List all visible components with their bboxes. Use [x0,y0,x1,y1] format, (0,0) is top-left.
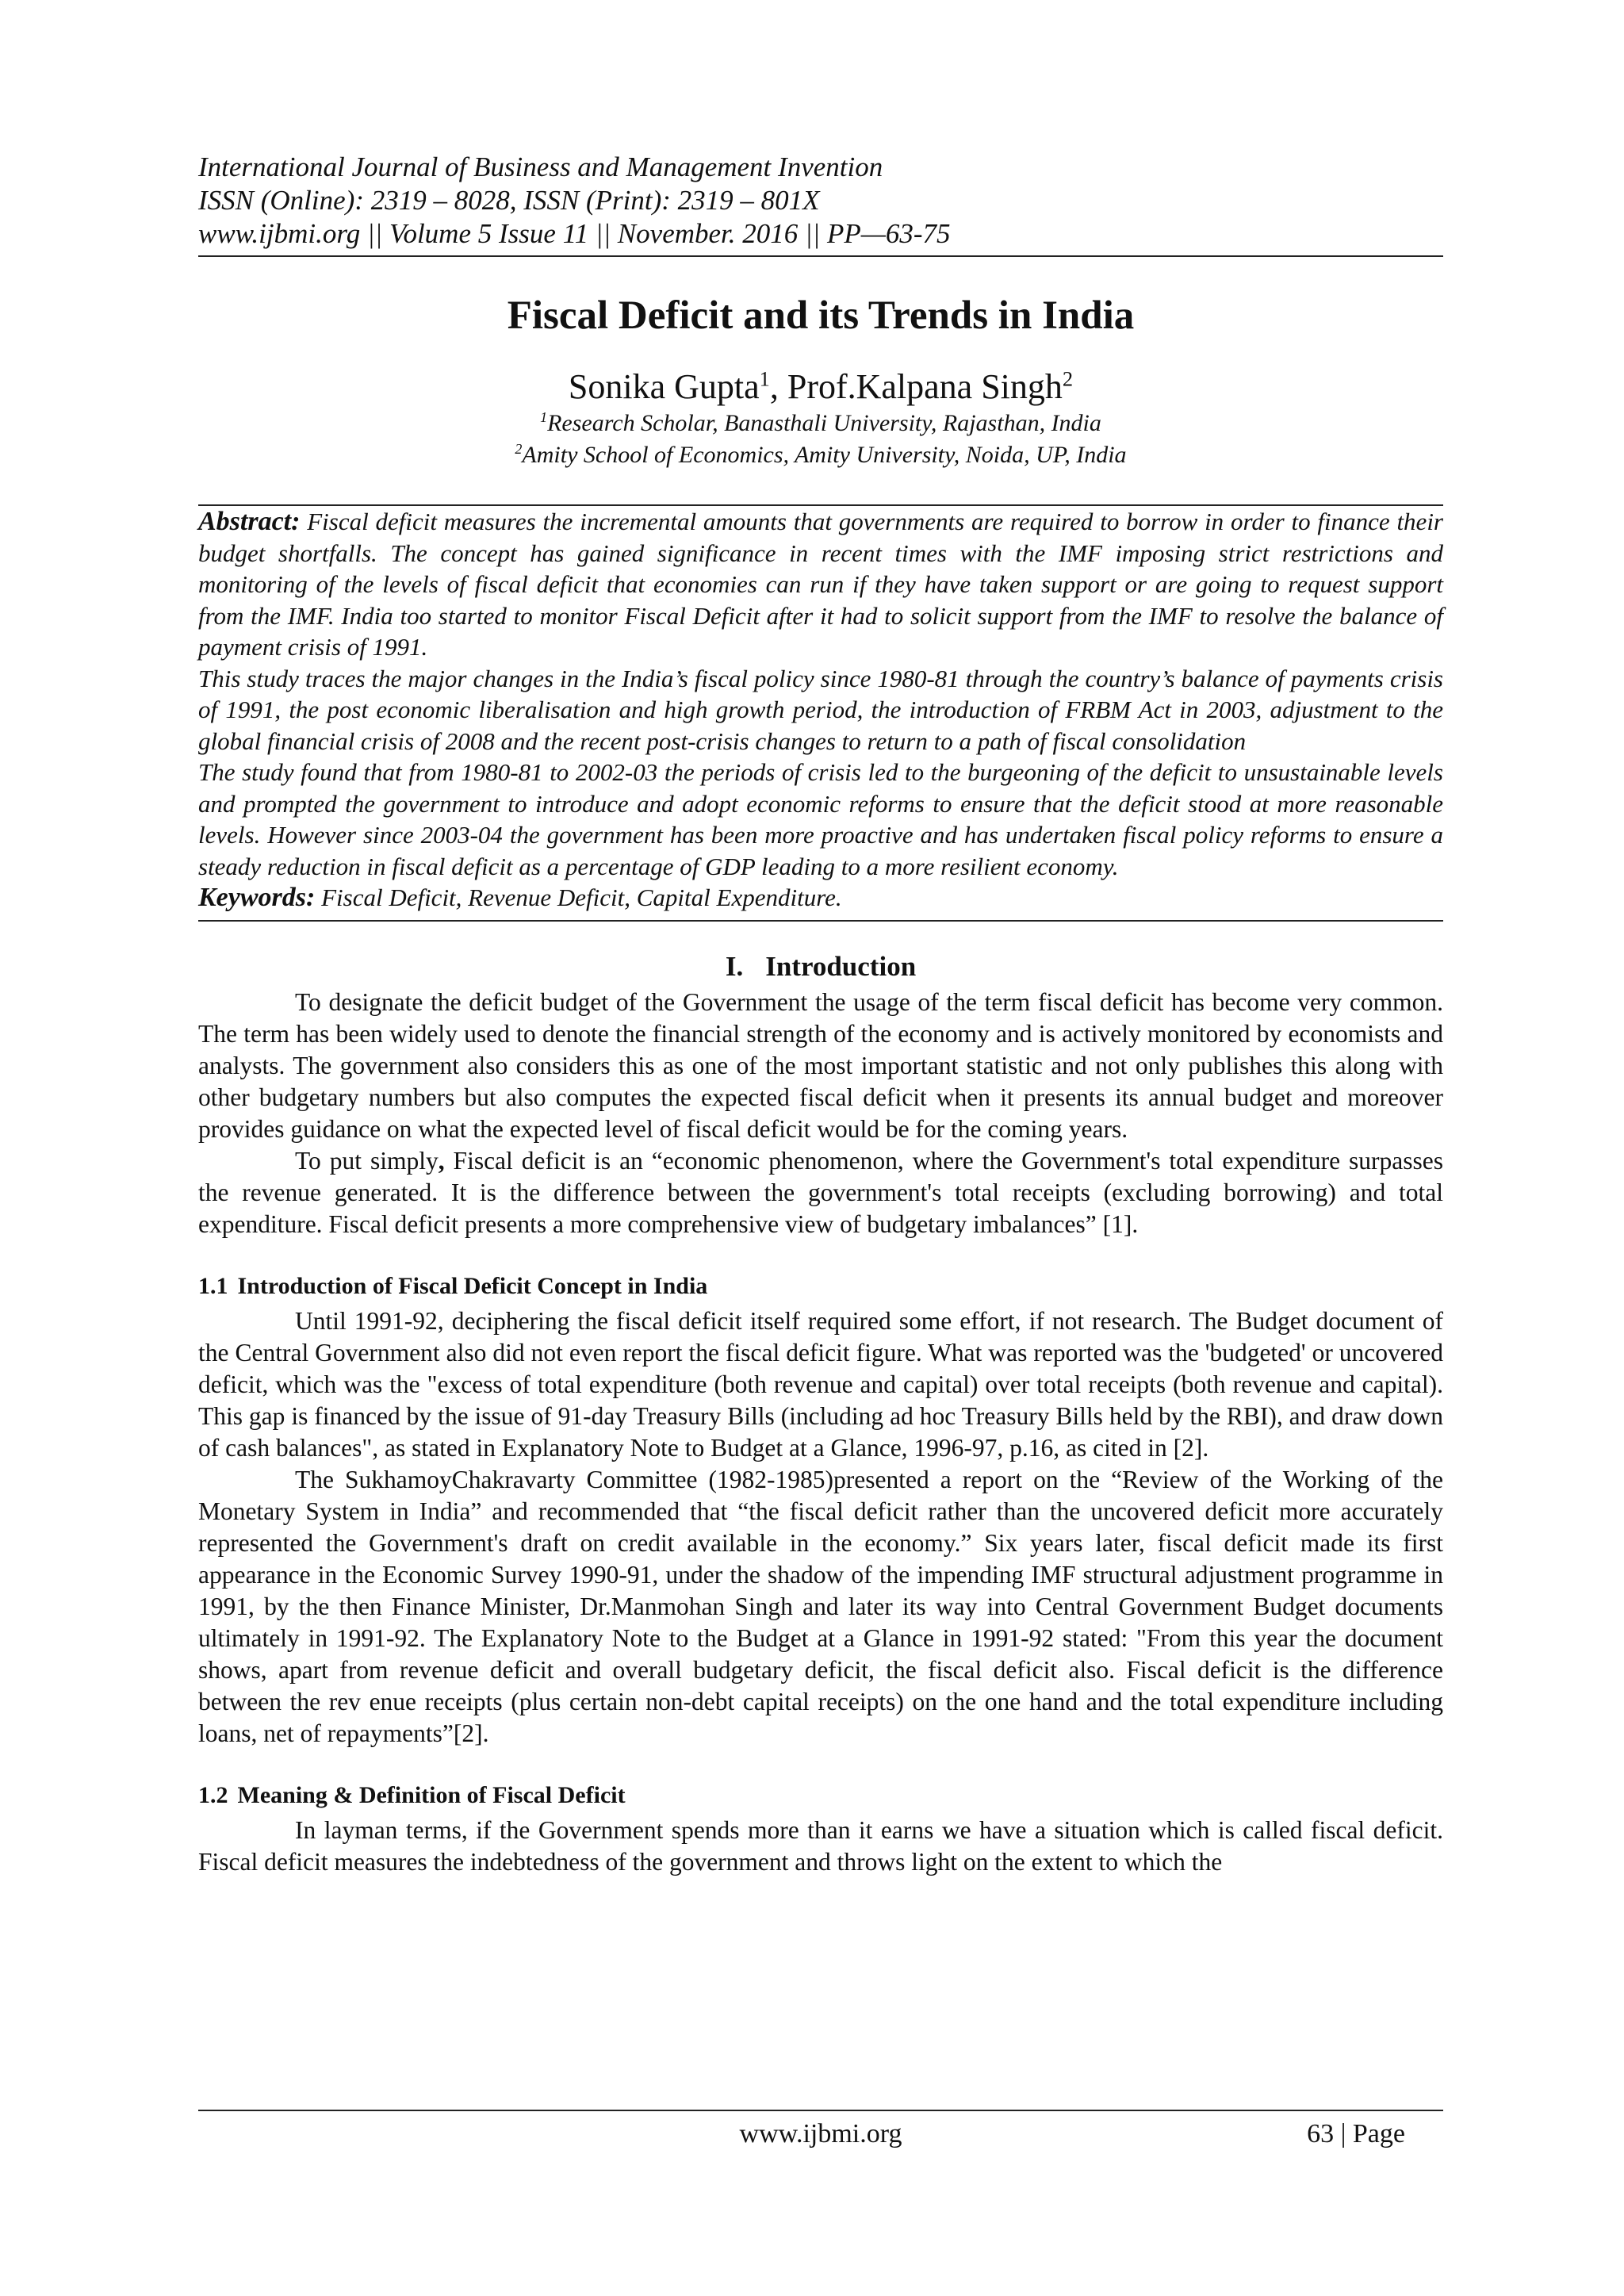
subsection-1-1-title: Introduction of Fiscal Deficit Concept in India [237,1273,708,1299]
subsection-1-2-heading [198,1780,1443,1811]
affiliation-1 [198,408,1443,439]
abstract-block [198,500,1443,922]
author-1: Sonika Gupta [568,367,760,406]
abstract-paragraph-2: This study traces the major changes in the India’s fiscal policy since 1980-81 through the country’s balance of payments crisis of 1991, the post economic liberalisation and high growth period, the introduction of FRBM Act in 2003, adjustment to the global financial crisis of 2008 and the recent post-crisis changes to return to a path of fiscal consolidation [198,664,1443,755]
journal-header [198,151,1443,251]
author-separator: , [769,367,787,406]
sub11-paragraph-1: Until 1991-92, deciphering the fiscal deficit itself required some effort, if not research. The Budget document of the Central Government also did not even report the fiscal deficit figure. What was reported was the 'budgeted' or uncovered deficit, which was the "excess of total expenditure (both revenue and capital) over total receipts (both revenue and capital). This gap is financed by the issue of 91-day Treasury Bills (including ad hoc Treasury Bills held by the RBI), and draw down of cash balances", as stated in Explanatory Note to Budget at a Glance, 1996-97, p.16, as cited in [2]. [198,1307,1443,1462]
abstract-paragraph-3: The study found that from 1980-81 to 2002-03 the periods of crisis led to the burgeoning of the deficit to unsustainable levels and prompted the government to introduce and adopt economic reforms to ensure that the deficit stood at more reasonable levels. However since 2003-04 the government has been more proactive and has undertaken fiscal policy reforms to ensure a steady reduction in fiscal deficit as a percentage of GDP leading to a more resilient economy. [198,758,1443,880]
keywords-line [198,882,1443,914]
author-line [198,366,1443,408]
abstract-bottom-rule [198,920,1443,922]
abstract-label: Abstract: [198,507,301,536]
affiliation-2-text: Amity School of Economics, Amity University, Noida, UP, India [522,442,1127,468]
page-footer [198,2110,1443,2159]
affiliation-2 [198,439,1443,471]
intro-paragraph-1: To designate the deficit budget of the Government the usage of the term fiscal deficit has become very common. The term has been widely used to denote the financial strength of the economy and is actively monitored by economists and analysts. The government also considers this as one of the most important statistic and not only publishes this along with other budgetary numbers but also computes the expected fiscal deficit when it presents its annual budget and moreover provides guidance on what the expected level of fiscal deficit would be for the coming years. [198,988,1443,1143]
sub12-paragraph-1: In layman terms, if the Government spends more than it earns we have a situation which is called fiscal deficit. Fiscal deficit measures the indebtedness of the government and throws light on the extent to which the [198,1816,1443,1876]
affiliation-1-text: Research Scholar, Banasthali University, Rajasthan, India [547,410,1101,436]
subsection-1-1-heading [198,1271,1443,1302]
sub11-paragraph-2: The SukhamoyChakravarty Committee (1982-1985)presented a report on the “Review of the Working of the Monetary System in India” and recommended that “the fiscal deficit rather than the uncovered deficit more accurately represented the Government's draft on credit available in the economy.” Six years later, fiscal deficit made its first appearance in the Economic Survey 1990-91, under the shadow of the impending IMF structural adjustment programme in 1991, by the then Finance Minister, Dr.Manmohan Singh and later its way into Central Government Budget documents ultimately in 1991-92. The Explanatory Note to the Budget at a Glance in 1991-92 stated: "From this year the document shows, apart from revenue deficit and overall budgetary deficit, the fiscal deficit also. Fiscal deficit is the difference between the rev enue receipts (plus certain non-debt capital receipts) on the one hand and the total expenditure including loans, net of repayments”[2]. [198,1466,1443,1747]
journal-name: International Journal of Business and Management Invention [198,151,883,182]
intro-p2-post: Fiscal deficit is an “economic phenomenon, where the Government's total expenditure surpasses the revenue generated. It is the difference between the government's total receipts (excluding borrowing) and total expenditure. Fiscal deficit presents a more comprehensive view of budgetary imbalances” [1]. [198,1147,1443,1238]
affiliation-1-sup: 1 [540,409,548,425]
header-rule [198,255,1443,257]
author-2: Prof.Kalpana Singh [787,367,1063,406]
journal-issn: ISSN (Online): 2319 – 8028, ISSN (Print): 2319 – 801X [198,185,820,216]
abstract-text-1: Fiscal deficit measures the incremental amounts that governments are required to borrow in order to finance their budget shortfalls. The concept has gained significance in recent times with the IMF imposing strict restrictions and monitoring of the levels of fiscal deficit that economies can run if they have taken support or are going to request support from the IMF. India too started to monitor Fiscal Deficit after it had to solicit support from the IMF to resolve the balance of payment crisis of 1991. [198,508,1443,661]
paper-page [198,151,1443,1878]
journal-issue: www.ijbmi.org || Volume 5 Issue 11 || November. 2016 || PP—63-75 [198,218,951,249]
keywords-text: Fiscal Deficit, Revenue Deficit, Capital Expenditure. [321,884,842,911]
intro-p2-bold: , [438,1147,445,1175]
section-number: I. [725,951,744,982]
abstract-paragraph-1 [198,506,1443,663]
author-2-sup: 2 [1062,366,1074,391]
paper-title: Fiscal Deficit and its Trends in India [507,293,1135,338]
subsection-1-2-number: 1.2 [198,1782,228,1808]
intro-paragraph-2 [198,1145,1443,1240]
section-introduction-heading [198,950,1443,983]
intro-p2-pre: To put simply [295,1147,439,1175]
affiliation-2-sup: 2 [515,441,523,457]
footer-page-number: 63 | Page [1307,2119,1405,2148]
keywords-label: Keywords: [198,883,316,912]
section-title: Introduction [765,951,917,982]
subsection-1-2-title: Meaning & Definition of Fiscal Deficit [237,1782,626,1808]
footer-website: www.ijbmi.org [739,2119,902,2148]
author-1-sup: 1 [759,366,770,391]
subsection-1-1-number: 1.1 [198,1273,228,1299]
